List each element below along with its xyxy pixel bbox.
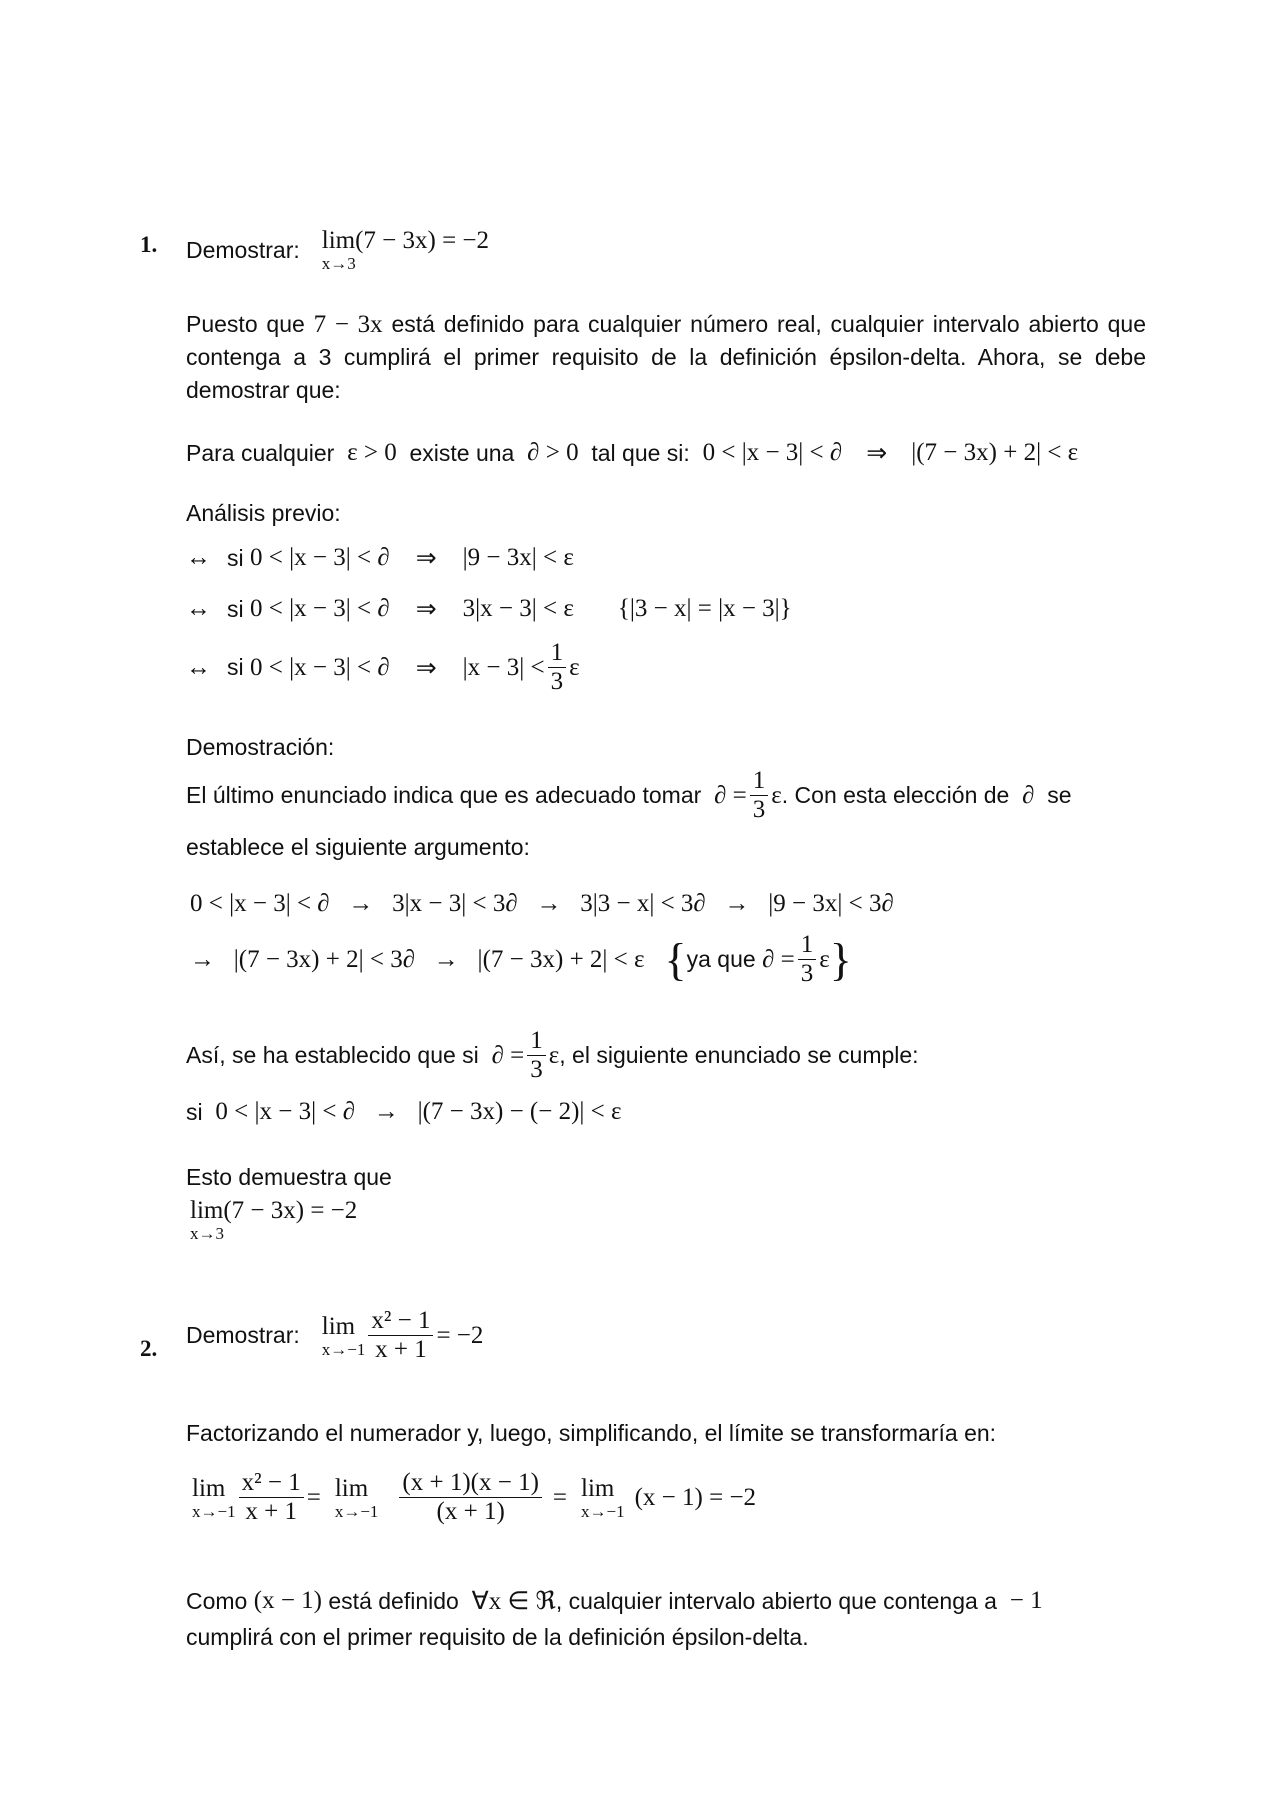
absolute-value-note: {|3 − x| = |x − 3|} [617, 595, 792, 622]
conclusion-statement: si 0 < |x − 3| < ∂ → |(7 − 3x) − (− 2)| < ε [186, 1098, 622, 1125]
factorization-equation: lim x→−1 $\frac{\text{x² − 1}}{x + 1}$ = lim x→−1 $\frac{(x + 1)(x - 1)}{(x + 1)}$ = lim x→−1 (x − 1) = −2 [192, 1469, 757, 1526]
epsilon-delta-definition: Para cualquier ε > 0 existe una ∂ > 0 tal que si: 0 < |x − 3| < ∂ ⇒ |(7 − 3x) + 2| < ε [186, 439, 1079, 467]
analysis-title: Análisis previo: [186, 500, 341, 526]
demonstration-title: Demostración: [186, 734, 335, 760]
problem-2-statement: Demostrar: lim x→−1 $\frac{\text{x² − 1}}{x + 1}$ = −2 [186, 1307, 484, 1364]
biconditional-icon: ↔ [186, 653, 211, 681]
left-brace-icon: { [664, 933, 687, 985]
delta-choice: El último enunciado indica que es adecuado tomar ∂ = $\frac{1}{3}$ ε . Con esta elección de ∂ se [186, 767, 1072, 824]
como-line-1: Como (x − 1) está definido ∀x ∈ ℜ , cualquier intervalo abierto que contenga a − 1 [186, 1587, 1043, 1615]
proof-chain-1: 0 < |x − 3| < ∂ → 3|x − 3| < 3∂ → 3|3 − x| < 3∂ → |9 − 3x| < 3∂ [190, 890, 894, 917]
fraction-one-third: $\frac{1}{3}$ [798, 932, 817, 988]
problem-number-1: 1. [140, 232, 158, 257]
delta-choice-continued: establece el siguiente argumento: [186, 834, 530, 860]
proof-chain-2: → |(7 − 3x) + 2| < 3∂ → |(7 − 3x) + 2| < ε { ya que ∂ = $\frac{1}{3}$ ε } [190, 931, 852, 988]
problem-2-limit: lim x→−1 [321, 1312, 366, 1359]
biconditional-icon: ↔ [186, 544, 211, 571]
right-brace-icon: } [829, 933, 852, 985]
analysis-line-1: ↔ si 0 < |x − 3| < ∂ ⇒ |9 − 3x| < ε [186, 544, 574, 572]
fraction-one-third: $\frac{1}{3}$ [548, 640, 567, 696]
fraction-one-third: $\frac{1}{3}$ [750, 768, 769, 824]
fraction-one-third: $\frac{1}{3}$ [527, 1028, 546, 1084]
conclusion-title: Esto demuestra que [186, 1164, 392, 1190]
factor-text: Factorizando el numerador y, luego, simplificando, el límite se transformaría en: [186, 1420, 997, 1446]
problem-1-intro: Puesto que 7 − 3x está definido para cualquier número real, cualquier intervalo abierto que contenga a 3 cumplirá el primer requisito de la definición épsilon-delta. Ahora, se debe demostrar que: [186, 311, 1147, 403]
problem-number-2: 2. [140, 1336, 158, 1361]
problem-1-heading: Demostrar: [186, 236, 300, 263]
problem-1-statement [186, 228, 1146, 272]
problem-2-heading: Demostrar: [186, 1322, 300, 1349]
conclusion-limit: lim(7 − 3x) = −2 x→3 [190, 1197, 358, 1243]
problem-2-fraction: $\frac{\text{x² − 1}}{x + 1}$ [368, 1308, 433, 1364]
conclusion-condition: Así, se ha establecido que si ∂ = $\frac{1}{3}$ ε , el siguiente enunciado se cumple: [186, 1027, 919, 1084]
como-line-2: cumplirá con el primer requisito de la definición épsilon-delta. [186, 1624, 809, 1650]
problem-1-limit: lim(7 − 3x) = −2 x→3 [321, 227, 490, 273]
biconditional-icon: ↔ [186, 595, 211, 622]
analysis-line-2: ↔ si 0 < |x − 3| < ∂ ⇒ 3|x − 3| < ε {|3 − x| = |x − 3|} [186, 595, 792, 623]
analysis-line-3: ↔ si 0 < |x − 3| < ∂ ⇒ |x − 3| < $\frac{1}{3}$ ε [186, 639, 580, 696]
